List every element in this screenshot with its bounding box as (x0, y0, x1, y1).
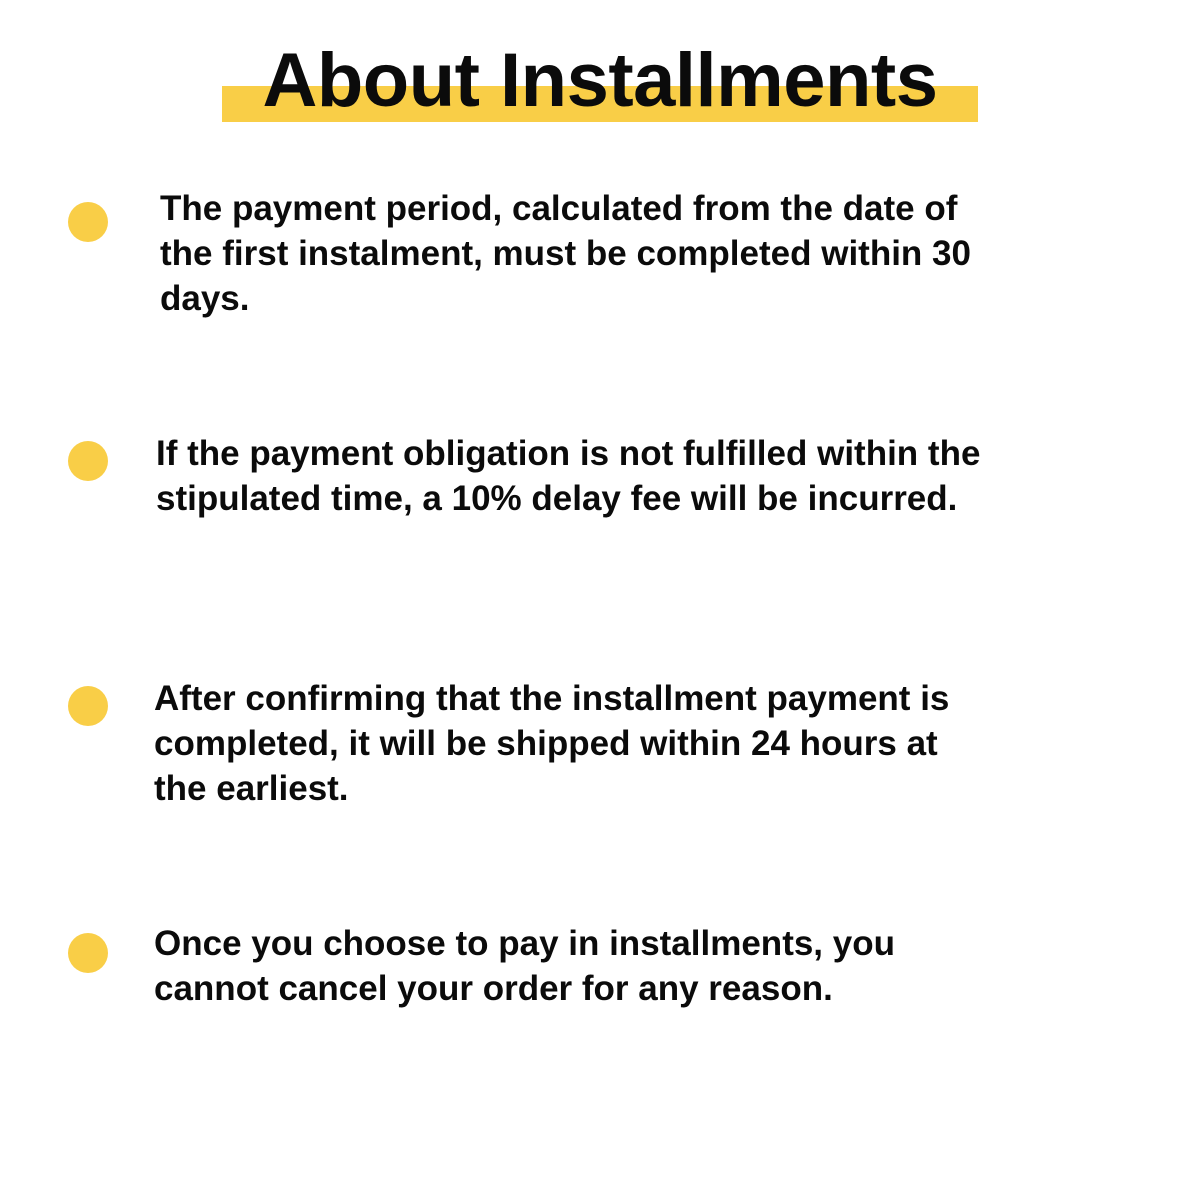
filled-circle-icon (68, 202, 108, 242)
list-item-text: The payment period, calculated from the date of the first instalment, must be completed within 30 days. (160, 189, 971, 318)
list-item (0, 921, 1160, 1166)
page-title: About Installments (262, 38, 938, 123)
list-item-text: If the payment obligation is not fulfilled within the stipulated time, a 10% delay fee will be incurred. (156, 434, 981, 518)
list-item-text: Once you choose to pay in installments, you cannot cancel your order for any reason. (154, 924, 895, 1008)
list-item (0, 676, 1160, 921)
filled-circle-icon (68, 441, 108, 481)
list-item (0, 186, 1160, 431)
page-header (0, 0, 1200, 150)
list-item-text: After confirming that the installment payment is completed, it will be shipped within 24 hours at the earliest. (154, 679, 950, 808)
title-wrap (262, 38, 937, 124)
list-item (0, 431, 1160, 676)
installment-rules-list (0, 186, 1200, 1166)
filled-circle-icon (68, 933, 108, 973)
filled-circle-icon (68, 686, 108, 726)
